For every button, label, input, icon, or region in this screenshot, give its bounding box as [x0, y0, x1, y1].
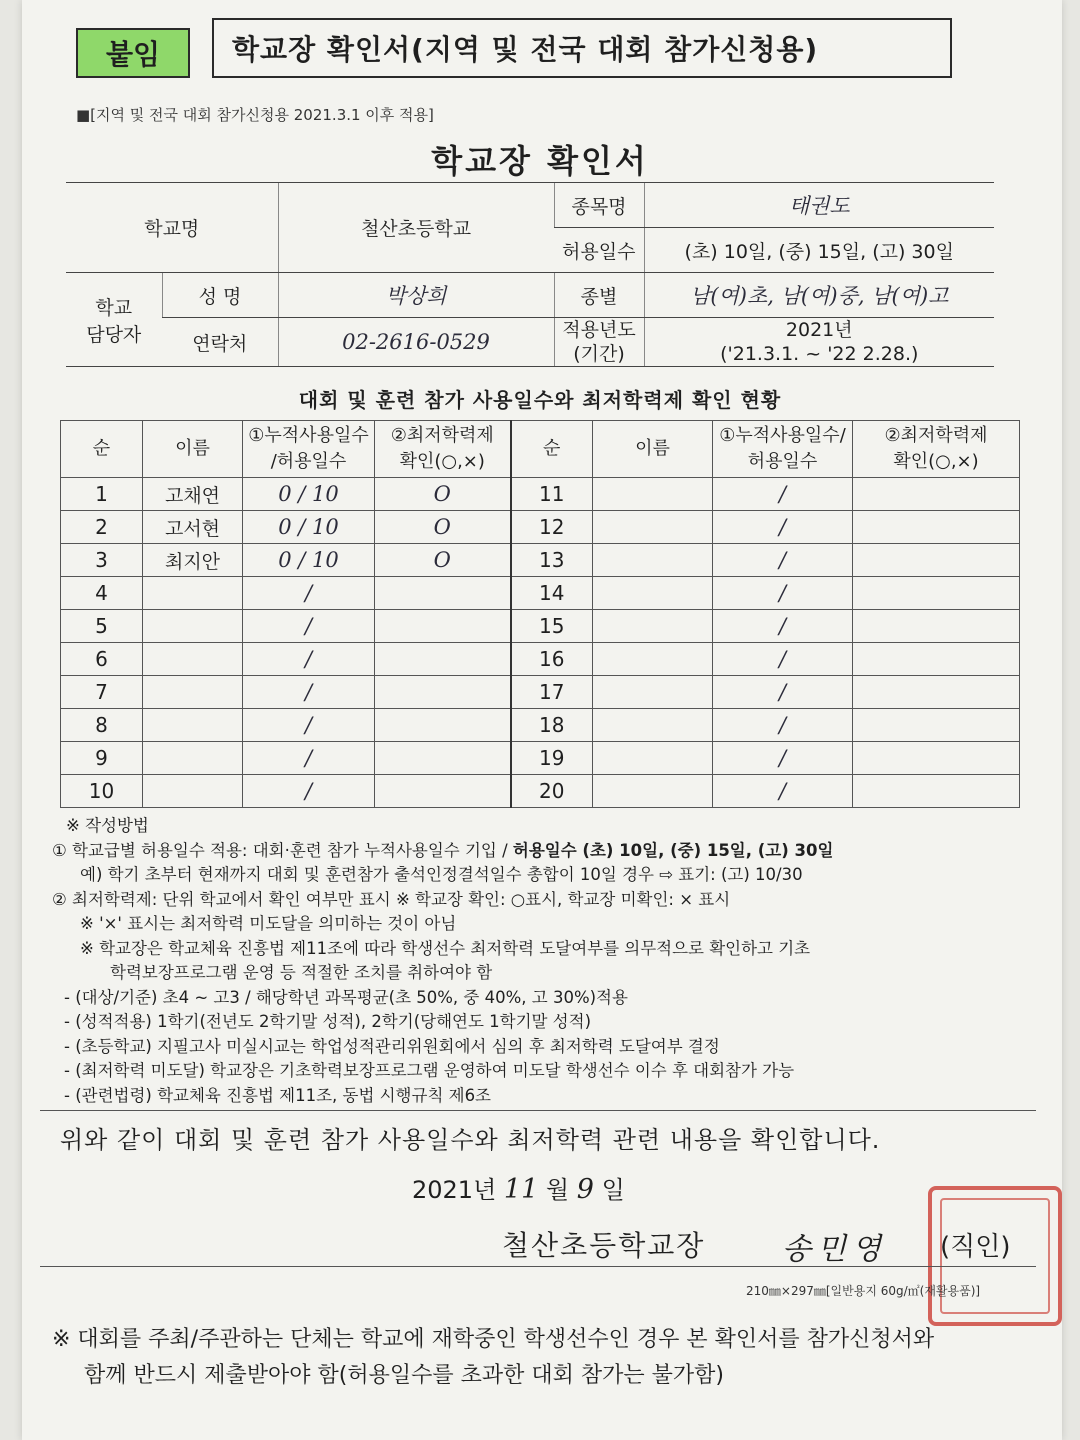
instructions	[52, 814, 1032, 1108]
academic-cell	[375, 610, 511, 643]
seq-cell: 16	[511, 643, 593, 676]
seq-cell: 4	[61, 577, 143, 610]
name-cell	[593, 610, 713, 643]
instructions-title: ※ 작성방법	[66, 816, 149, 835]
page-title: 학교장 확인서	[431, 142, 649, 180]
date-year: 2021년	[412, 1176, 497, 1204]
academic-cell	[853, 577, 1020, 610]
days-cell: /	[243, 775, 375, 808]
table-row	[61, 643, 1020, 676]
year-value: 2021년	[785, 319, 853, 341]
header-academic: ②최저학력제 확인(○,×)	[375, 421, 511, 478]
name-label: 성 명	[162, 273, 278, 318]
allowed-days-label: 허용일수	[554, 228, 644, 273]
header-title-box: 학교장 확인서(지역 및 전국 대회 참가신청용)	[212, 18, 952, 78]
instruction-line: ② 최저학력제: 단위 학교에서 확인 여부만 표시 ※ 학교장 확인: ○표시, 학교장 미확인: × 표시	[52, 889, 731, 909]
academic-cell	[853, 676, 1020, 709]
seq-cell: 19	[511, 742, 593, 775]
contact-value: 02-2616-0529	[278, 318, 554, 367]
academic-cell	[853, 478, 1020, 511]
seq-cell: 14	[511, 577, 593, 610]
name-cell	[143, 610, 243, 643]
instruction-bold-text: 허용일수 (초) 10일, (중) 15일, (고) 30일	[512, 840, 834, 860]
academic-cell	[853, 775, 1020, 808]
name-cell	[143, 676, 243, 709]
name-cell	[143, 775, 243, 808]
seal-label: (직인)	[940, 1232, 1011, 1262]
year-label: 적용년도 (기간)	[554, 318, 644, 367]
academic-cell	[375, 643, 511, 676]
gender-label: 종별	[554, 273, 644, 318]
academic-cell	[853, 610, 1020, 643]
table-row	[61, 544, 1020, 577]
table-row	[61, 478, 1020, 511]
seq-cell: 7	[61, 676, 143, 709]
days-cell: /	[713, 643, 853, 676]
contact-label: 연락처	[162, 318, 278, 367]
allowed-days-value: (초) 10일, (중) 15일, (고) 30일	[644, 228, 994, 273]
manager-name-value: 박상희	[278, 273, 554, 318]
table-row	[61, 577, 1020, 610]
days-cell: /	[713, 610, 853, 643]
seq-cell: 17	[511, 676, 593, 709]
name-cell: 고채연	[143, 478, 243, 511]
instruction-line: ※ '×' 표시는 최저학력 미도달을 의미하는 것이 아님	[80, 914, 457, 933]
seq-cell: 10	[61, 775, 143, 808]
principal-title: 철산초등학교장	[502, 1229, 706, 1262]
school-value: 철산초등학교	[278, 183, 554, 273]
applicability-note: ■[지역 및 전국 대회 참가신청용 2021.3.1 이후 적용]	[76, 106, 434, 124]
days-cell: /	[713, 742, 853, 775]
name-cell	[143, 709, 243, 742]
period-value: ('21.3.1. ~ '22 2.28.)	[720, 343, 919, 365]
name-cell	[143, 577, 243, 610]
seq-cell: 8	[61, 709, 143, 742]
attachment-tag: 붙임	[76, 28, 190, 78]
confirmation-statement: 위와 같이 대회 및 훈련 참가 사용일수와 최저학력 관련 내용을 확인합니다.	[60, 1126, 881, 1154]
name-cell	[593, 742, 713, 775]
header-seq-right: 순	[511, 421, 593, 478]
seq-cell: 3	[61, 544, 143, 577]
seq-cell: 2	[61, 511, 143, 544]
academic-cell	[853, 742, 1020, 775]
header-name-right: 이름	[593, 421, 713, 478]
academic-cell	[853, 544, 1020, 577]
instruction-line: 학력보장프로그램 운영 등 적절한 조치를 취하여야 함	[110, 963, 493, 982]
days-cell: /	[243, 742, 375, 775]
name-cell	[593, 511, 713, 544]
event-label: 종목명	[554, 183, 644, 228]
academic-cell	[375, 709, 511, 742]
academic-cell: O	[375, 511, 511, 544]
days-cell: 0 / 10	[243, 544, 375, 577]
manager-label: 학교 담당자	[66, 273, 162, 367]
signing-date	[412, 1170, 625, 1205]
days-cell: /	[243, 643, 375, 676]
table-row	[61, 610, 1020, 643]
header-name: 이름	[143, 421, 243, 478]
section-title: 대회 및 훈련 참가 사용일수와 최저학력제 확인 현황	[298, 388, 782, 412]
table-row	[61, 511, 1020, 544]
year-cell	[644, 318, 994, 367]
instruction-line: - (최저학력 미도달) 학교장은 기초학력보장프로그램 운영하여 미도달 학생선수 이수 후 대회참가 가능	[64, 1061, 795, 1080]
days-cell: /	[713, 478, 853, 511]
seq-cell: 6	[61, 643, 143, 676]
instruction-text: ① 학교급별 허용일수 적용: 대회·훈련 참가 누적사용일수 기입 /	[52, 840, 513, 860]
date-month: 11	[503, 1174, 539, 1205]
name-cell	[593, 775, 713, 808]
seq-cell: 20	[511, 775, 593, 808]
footer-line: 함께 반드시 제출받아야 함(허용일수를 초과한 대회 참가는 불가함)	[84, 1363, 724, 1388]
seq-cell: 15	[511, 610, 593, 643]
days-cell: /	[713, 775, 853, 808]
name-cell	[593, 643, 713, 676]
instruction-line	[52, 839, 1032, 864]
gender-value: 남(여)초, 남(여)중, 남(여)고	[644, 273, 994, 318]
seq-cell: 12	[511, 511, 593, 544]
instruction-line: - (관련법령) 학교체육 진흥법 제11조, 동법 시행규칙 제6조	[64, 1085, 491, 1105]
days-cell: /	[243, 577, 375, 610]
seq-cell: 1	[61, 478, 143, 511]
table-row	[61, 742, 1020, 775]
header-days-right: ①누적사용일수/ 허용일수	[713, 421, 853, 478]
days-cell: /	[713, 577, 853, 610]
academic-cell	[375, 676, 511, 709]
table-row	[61, 676, 1020, 709]
divider	[40, 1110, 1036, 1111]
academic-cell: O	[375, 478, 511, 511]
academic-cell	[853, 709, 1020, 742]
seq-cell: 18	[511, 709, 593, 742]
table-row	[61, 709, 1020, 742]
academic-cell	[375, 577, 511, 610]
principal-signature: 송민영	[782, 1232, 887, 1267]
participation-table	[60, 420, 1020, 808]
instruction-line: - (초등학교) 지필고사 미실시교는 학업성적관리위원회에서 심의 후 최저학력 도달여부 결정	[64, 1036, 720, 1056]
days-cell: 0 / 10	[243, 511, 375, 544]
date-day-unit: 일	[601, 1176, 625, 1204]
days-cell: /	[713, 709, 853, 742]
seq-cell: 11	[511, 478, 593, 511]
name-cell: 고서현	[143, 511, 243, 544]
header-days: ①누적사용일수 /허용일수	[243, 421, 375, 478]
academic-cell	[375, 775, 511, 808]
name-cell: 최지안	[143, 544, 243, 577]
days-cell: 0 / 10	[243, 478, 375, 511]
date-day: 9	[576, 1174, 594, 1205]
name-cell	[593, 544, 713, 577]
seq-cell: 9	[61, 742, 143, 775]
seq-cell: 5	[61, 610, 143, 643]
table-row	[61, 775, 1020, 808]
name-cell	[593, 577, 713, 610]
days-cell: /	[243, 709, 375, 742]
instruction-line: 예) 학기 초부터 현재까지 대회 및 훈련참가 출석인정결석일수 총합이 10일 경우 ⇨ 표기: (고) 10/30	[80, 865, 803, 884]
academic-cell	[853, 511, 1020, 544]
paper-spec: 210㎜×297㎜[일반용지 60g/㎡(재활용품)]	[746, 1284, 981, 1298]
days-cell: /	[713, 544, 853, 577]
instruction-line: - (성적적용) 1학기(전년도 2학기말 성적), 2학기(당해연도 1학기말 성적)	[64, 1012, 592, 1031]
divider	[40, 1266, 1036, 1267]
footer-line: ※ 대회를 주최/주관하는 단체는 학교에 재학중인 학생선수인 경우 본 확인서를 참가신청서와	[52, 1327, 935, 1352]
name-cell	[593, 478, 713, 511]
header-seq: 순	[61, 421, 143, 478]
school-label: 학교명	[66, 183, 278, 273]
info-table	[66, 182, 994, 367]
days-cell: /	[713, 511, 853, 544]
days-cell: /	[243, 676, 375, 709]
seq-cell: 13	[511, 544, 593, 577]
header-academic-right: ②최저학력제 확인(○,×)	[853, 421, 1020, 478]
instruction-line: - (대상/기준) 초4 ~ 고3 / 해당학년 과목평균(초 50%, 중 40%, 고 30%)적용	[64, 987, 628, 1007]
academic-cell	[375, 742, 511, 775]
academic-cell	[853, 643, 1020, 676]
footer-note	[52, 1322, 1032, 1394]
name-cell	[593, 676, 713, 709]
name-cell	[143, 742, 243, 775]
name-cell	[593, 709, 713, 742]
academic-cell: O	[375, 544, 511, 577]
date-month-unit: 월	[545, 1176, 570, 1204]
days-cell: /	[713, 676, 853, 709]
event-value: 태권도	[644, 183, 994, 228]
name-cell	[143, 643, 243, 676]
days-cell: /	[243, 610, 375, 643]
instruction-line: ※ 학교장은 학교체육 진흥법 제11조에 따라 학생선수 최저학력 도달여부를 의무적으로 확인하고 기초	[80, 938, 811, 958]
